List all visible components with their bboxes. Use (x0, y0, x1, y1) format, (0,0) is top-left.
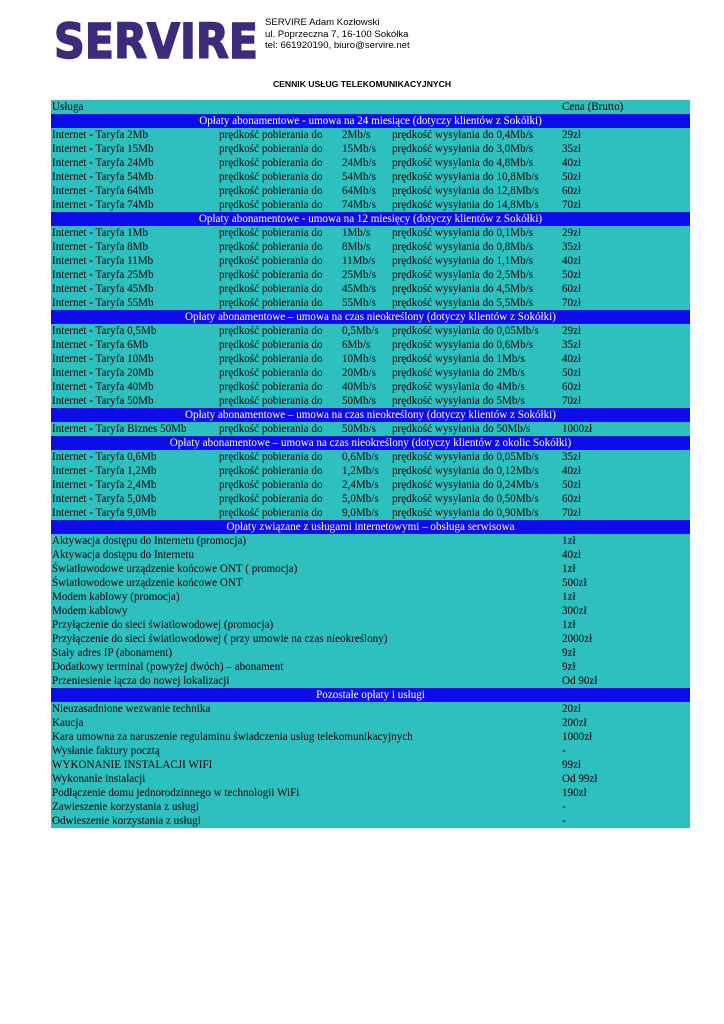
plan-row (51, 506, 690, 520)
service-description: Wysłanie faktury pocztą (52, 745, 160, 757)
service-description: Modem kablowy (52, 605, 128, 617)
download-label: prędkość pobierania do (219, 269, 323, 281)
price: 500zł (562, 577, 587, 589)
service-row (51, 548, 690, 562)
download-label: prędkość pobierania do (219, 507, 323, 519)
price: 40zł (562, 353, 582, 365)
upload-speed: prędkość wysyłania do 0,05Mb/s (392, 325, 539, 337)
price: 1000zł (562, 731, 593, 743)
service-description: Kara umowna za naruszenie regulaminu świadczenia usług telekomunikacyjnych (52, 731, 413, 743)
service-row (51, 618, 690, 632)
download-speed: 20Mb/s (342, 367, 376, 379)
service-description: Aktywacja dostępu do Internetu (promocja) (52, 535, 247, 547)
price: - (562, 801, 566, 813)
price: 20zł (562, 703, 582, 715)
upload-speed: prędkość wysyłania do 4Mb/s (392, 381, 525, 393)
upload-speed: prędkość wysyłania do 0,05Mb/s (392, 451, 539, 463)
plan-row (51, 296, 690, 310)
plan-name: Internet - Taryfa 0,5Mb (52, 325, 157, 337)
plan-row (51, 394, 690, 408)
service-row (51, 744, 690, 758)
service-description: Modem kablowy (promocja) (52, 591, 180, 603)
price: - (562, 815, 566, 827)
plan-name: Internet - Taryfa 45Mb (52, 283, 154, 295)
plan-name: Internet - Taryfa 10Mb (52, 353, 154, 365)
price: 1zł (562, 535, 576, 547)
upload-speed: prędkość wysyłania do 5Mb/s (392, 395, 525, 407)
price: 50zł (562, 367, 582, 379)
service-row (51, 772, 690, 786)
download-speed: 50Mb/s (342, 395, 376, 407)
download-label: prędkość pobierania do (219, 185, 323, 197)
service-row (51, 590, 690, 604)
download-label: prędkość pobierania do (219, 479, 323, 491)
plan-name: Internet - Taryfa 55Mb (52, 297, 154, 309)
plan-name: Internet - Taryfa 24Mb (52, 157, 154, 169)
plan-row (51, 492, 690, 506)
service-description: Podłączenie domu jednorodzinnego w technologii WiFi (52, 787, 300, 799)
download-speed: 5,0Mb/s (342, 493, 379, 505)
section-header: Opłaty związane z usługami internetowymi – obsługa serwisowa (51, 520, 690, 534)
price: 190zł (562, 787, 587, 799)
plan-row (51, 324, 690, 338)
plan-row (51, 352, 690, 366)
service-row (51, 800, 690, 814)
price: 29zł (562, 129, 582, 141)
plan-name: Internet - Taryfa 5,0Mb (52, 493, 157, 505)
upload-speed: prędkość wysyłania do 2Mb/s (392, 367, 525, 379)
section-header: Opłaty abonamentowe - umowa na 12 miesięcy (dotyczy klientów z Sokółki) (51, 212, 690, 226)
download-label: prędkość pobierania do (219, 241, 323, 253)
section-header: Opłaty abonamentowe - umowa na 24 miesiące (dotyczy klientów z Sokółki) (51, 114, 690, 128)
section-header: Opłaty abonamentowe – umowa na czas nieokreślony (dotyczy klientów z Sokółki) (51, 310, 690, 324)
download-label: prędkość pobierania do (219, 157, 323, 169)
plan-row (51, 338, 690, 352)
service-row (51, 758, 690, 772)
download-label: prędkość pobierania do (219, 199, 323, 211)
download-speed: 15Mb/s (342, 143, 376, 155)
download-label: prędkość pobierania do (219, 297, 323, 309)
upload-speed: prędkość wysyłania do 0,1Mb/s (392, 227, 534, 239)
upload-speed: prędkość wysyłania do 0,24Mb/s (392, 479, 539, 491)
price: 1zł (562, 563, 576, 575)
plan-name: Internet - Taryfa 50Mb (52, 395, 154, 407)
upload-speed: prędkość wysyłania do 5,5Mb/s (392, 297, 534, 309)
download-speed: 64Mb/s (342, 185, 376, 197)
price: 50zł (562, 171, 582, 183)
plan-name: Internet - Taryfa 15Mb (52, 143, 154, 155)
plan-row (51, 184, 690, 198)
service-description: Aktywacja dostępu do Internetu (52, 549, 195, 561)
plan-row (51, 240, 690, 254)
plan-name: Internet - Taryfa 11Mb (52, 255, 154, 267)
service-description: Przyłączenie do sieci światłowodowej (promocja) (52, 619, 274, 631)
download-speed: 6Mb/s (342, 339, 371, 351)
plan-row (51, 128, 690, 142)
download-label: prędkość pobierania do (219, 283, 323, 295)
plan-row (51, 282, 690, 296)
price: 70zł (562, 395, 582, 407)
price: 60zł (562, 381, 582, 393)
download-label: prędkość pobierania do (219, 171, 323, 183)
plan-name: Internet - Taryfa 9,0Mb (52, 507, 157, 519)
price: 35zł (562, 241, 582, 253)
upload-speed: prędkość wysyłania do 0,8Mb/s (392, 241, 534, 253)
download-speed: 25Mb/s (342, 269, 376, 281)
plan-name: Internet - Taryfa 6Mb (52, 339, 149, 351)
plan-name: Internet - Taryfa 2,4Mb (52, 479, 157, 491)
upload-speed: prędkość wysyłania do 12,8Mb/s (392, 185, 539, 197)
section-header: Opłaty abonamentowe – umowa na czas nieokreślony (dotyczy klientów z okolic Sokółki) (51, 436, 690, 450)
service-description: Stały adres IP (abonament) (52, 647, 173, 659)
download-speed: 1,2Mb/s (342, 465, 379, 477)
plan-row (51, 142, 690, 156)
price: 200zł (562, 717, 587, 729)
download-label: prędkość pobierania do (219, 395, 323, 407)
company-address: ul. Poprzeczna 7, 16-100 Sokółka (265, 29, 409, 40)
service-row (51, 674, 690, 688)
download-label: prędkość pobierania do (219, 493, 323, 505)
service-description: Dodatkowy terminal (powyżej dwóch) – abonament (52, 661, 284, 673)
price: 29zł (562, 325, 582, 337)
plan-row (51, 380, 690, 394)
download-speed: 74Mb/s (342, 199, 376, 211)
price: 70zł (562, 297, 582, 309)
service-row (51, 814, 690, 828)
plan-row (51, 226, 690, 240)
price: 50zł (562, 269, 582, 281)
service-row (51, 576, 690, 590)
plan-name: Internet - Taryfa 1Mb (52, 227, 149, 239)
upload-speed: prędkość wysyłania do 1Mb/s (392, 353, 525, 365)
service-description: Zawieszenie korzystania z usługi (52, 801, 199, 813)
price: 99zł (562, 759, 582, 771)
service-row (51, 660, 690, 674)
company-contact: tel: 661920190, biuro@servire.net (265, 40, 410, 51)
download-label: prędkość pobierania do (219, 381, 323, 393)
plan-name: Internet - Taryfa Biznes 50Mb (52, 423, 187, 435)
service-description: Przyłączenie do sieci światłowodowej ( przy umowie na czas nieokreślony) (52, 633, 388, 645)
download-label: prędkość pobierania do (219, 367, 323, 379)
service-row (51, 646, 690, 660)
upload-speed: prędkość wysyłania do 4,8Mb/s (392, 157, 534, 169)
download-speed: 50Mb/s (342, 423, 376, 435)
download-speed: 2Mb/s (342, 129, 371, 141)
plan-row (51, 170, 690, 184)
download-label: prędkość pobierania do (219, 325, 323, 337)
upload-speed: prędkość wysyłania do 1,1Mb/s (392, 255, 534, 267)
service-row (51, 632, 690, 646)
company-name: SERVIRE Adam Kozłowski (265, 17, 380, 28)
download-label: prędkość pobierania do (219, 423, 323, 435)
download-speed: 24Mb/s (342, 157, 376, 169)
section-header: Pozostałe opłaty i usługi (51, 688, 690, 702)
plan-row (51, 422, 690, 436)
table-header-row (51, 100, 690, 114)
price: 60zł (562, 493, 582, 505)
download-speed: 40Mb/s (342, 381, 376, 393)
service-row (51, 604, 690, 618)
price: 1000zł (562, 423, 593, 435)
plan-name: Internet - Taryfa 20Mb (52, 367, 154, 379)
service-description: Światłowodowe urządzenie końcowe ONT (52, 577, 243, 589)
plan-row (51, 464, 690, 478)
download-label: prędkość pobierania do (219, 129, 323, 141)
download-speed: 11Mb/s (342, 255, 376, 267)
download-label: prędkość pobierania do (219, 227, 323, 239)
price: 50zł (562, 479, 582, 491)
service-row (51, 716, 690, 730)
price: 60zł (562, 283, 582, 295)
plan-row (51, 478, 690, 492)
price: 40zł (562, 157, 582, 169)
price: 60zł (562, 185, 582, 197)
price: 35zł (562, 339, 582, 351)
download-label: prędkość pobierania do (219, 143, 323, 155)
price-table (51, 100, 690, 828)
upload-speed: prędkość wysyłania do 0,50Mb/s (392, 493, 539, 505)
logo-text: SERVIRE (54, 14, 258, 70)
price: - (562, 745, 566, 757)
servire-logo (54, 14, 260, 70)
price: 40zł (562, 549, 582, 561)
download-speed: 10Mb/s (342, 353, 376, 365)
download-label: prędkość pobierania do (219, 465, 323, 477)
service-description: Przeniesienie łącza do nowej lokalizacji (52, 675, 230, 687)
price: 1zł (562, 619, 576, 631)
plan-name: Internet - Taryfa 2Mb (52, 129, 149, 141)
upload-speed: prędkość wysyłania do 2,5Mb/s (392, 269, 534, 281)
upload-speed: prędkość wysyłania do 3,0Mb/s (392, 143, 534, 155)
price: 70zł (562, 507, 582, 519)
price: 9zł (562, 647, 576, 659)
plan-row (51, 366, 690, 380)
service-description: Kaucja (52, 717, 84, 729)
download-speed: 45Mb/s (342, 283, 376, 295)
price: Od 99zł (562, 773, 598, 785)
download-label: prędkość pobierania do (219, 451, 323, 463)
service-row (51, 562, 690, 576)
price: 70zł (562, 199, 582, 211)
download-label: prędkość pobierania do (219, 255, 323, 267)
price: 300zł (562, 605, 587, 617)
download-speed: 0,5Mb/s (342, 325, 379, 337)
price: 29zł (562, 227, 582, 239)
download-speed: 1Mb/s (342, 227, 371, 239)
plan-row (51, 268, 690, 282)
upload-speed: prędkość wysyłania do 4,5Mb/s (392, 283, 534, 295)
price: 2000zł (562, 633, 593, 645)
price: 1zł (562, 591, 576, 603)
upload-speed: prędkość wysyłania do 0,6Mb/s (392, 339, 534, 351)
price: Od 90zł (562, 675, 598, 687)
download-speed: 8Mb/s (342, 241, 371, 253)
download-speed: 0,6Mb/s (342, 451, 379, 463)
price: 35zł (562, 451, 582, 463)
price: 35zł (562, 143, 582, 155)
plan-name: Internet - Taryfa 54Mb (52, 171, 154, 183)
plan-row (51, 254, 690, 268)
service-row (51, 786, 690, 800)
upload-speed: prędkość wysyłania do 14,8Mb/s (392, 199, 539, 211)
upload-speed: prędkość wysyłania do 10,8Mb/s (392, 171, 539, 183)
price: 40zł (562, 255, 582, 267)
service-description: Odwieszenie korzystania z usługi (52, 815, 201, 827)
price: 40zł (562, 465, 582, 477)
header-service: Usługa (52, 101, 84, 113)
service-row (51, 702, 690, 716)
service-description: Światłowodowe urządzenie końcowe ONT ( promocja) (52, 563, 298, 575)
plan-name: Internet - Taryfa 1,2Mb (52, 465, 157, 477)
plan-name: Internet - Taryfa 40Mb (52, 381, 154, 393)
plan-row (51, 198, 690, 212)
download-speed: 54Mb/s (342, 171, 376, 183)
upload-speed: prędkość wysyłania do 0,4Mb/s (392, 129, 534, 141)
plan-name: Internet - Taryfa 64Mb (52, 185, 154, 197)
plan-row (51, 450, 690, 464)
download-label: prędkość pobierania do (219, 339, 323, 351)
service-row (51, 534, 690, 548)
plan-name: Internet - Taryfa 0,6Mb (52, 451, 157, 463)
service-description: Wykonanie instalacji (52, 773, 146, 785)
document-title: CENNIK USŁUG TELEKOMUNIKACYJNYCH (272, 79, 452, 89)
upload-speed: prędkość wysyłania do 0,90Mb/s (392, 507, 539, 519)
service-description: WYKONANIE INSTALACJI WIFI (52, 759, 213, 771)
download-label: prędkość pobierania do (219, 353, 323, 365)
section-header: Opłaty abonamentowe – umowa na czas nieokreślony (dotyczy klientów z Sokółki) (51, 408, 690, 422)
service-row (51, 730, 690, 744)
service-description: Nieuzasadnione wezwanie technika (52, 703, 211, 715)
upload-speed: prędkość wysyłania do 50Mb/s (392, 423, 531, 435)
header-price: Cena (Brutto) (562, 101, 624, 113)
plan-name: Internet - Taryfa 8Mb (52, 241, 149, 253)
download-speed: 2,4Mb/s (342, 479, 379, 491)
price: 9zł (562, 661, 576, 673)
upload-speed: prędkość wysyłania do 0,12Mb/s (392, 465, 539, 477)
download-speed: 9,0Mb/s (342, 507, 379, 519)
plan-name: Internet - Taryfa 25Mb (52, 269, 154, 281)
plan-row (51, 156, 690, 170)
download-speed: 55Mb/s (342, 297, 376, 309)
plan-name: Internet - Taryfa 74Mb (52, 199, 154, 211)
